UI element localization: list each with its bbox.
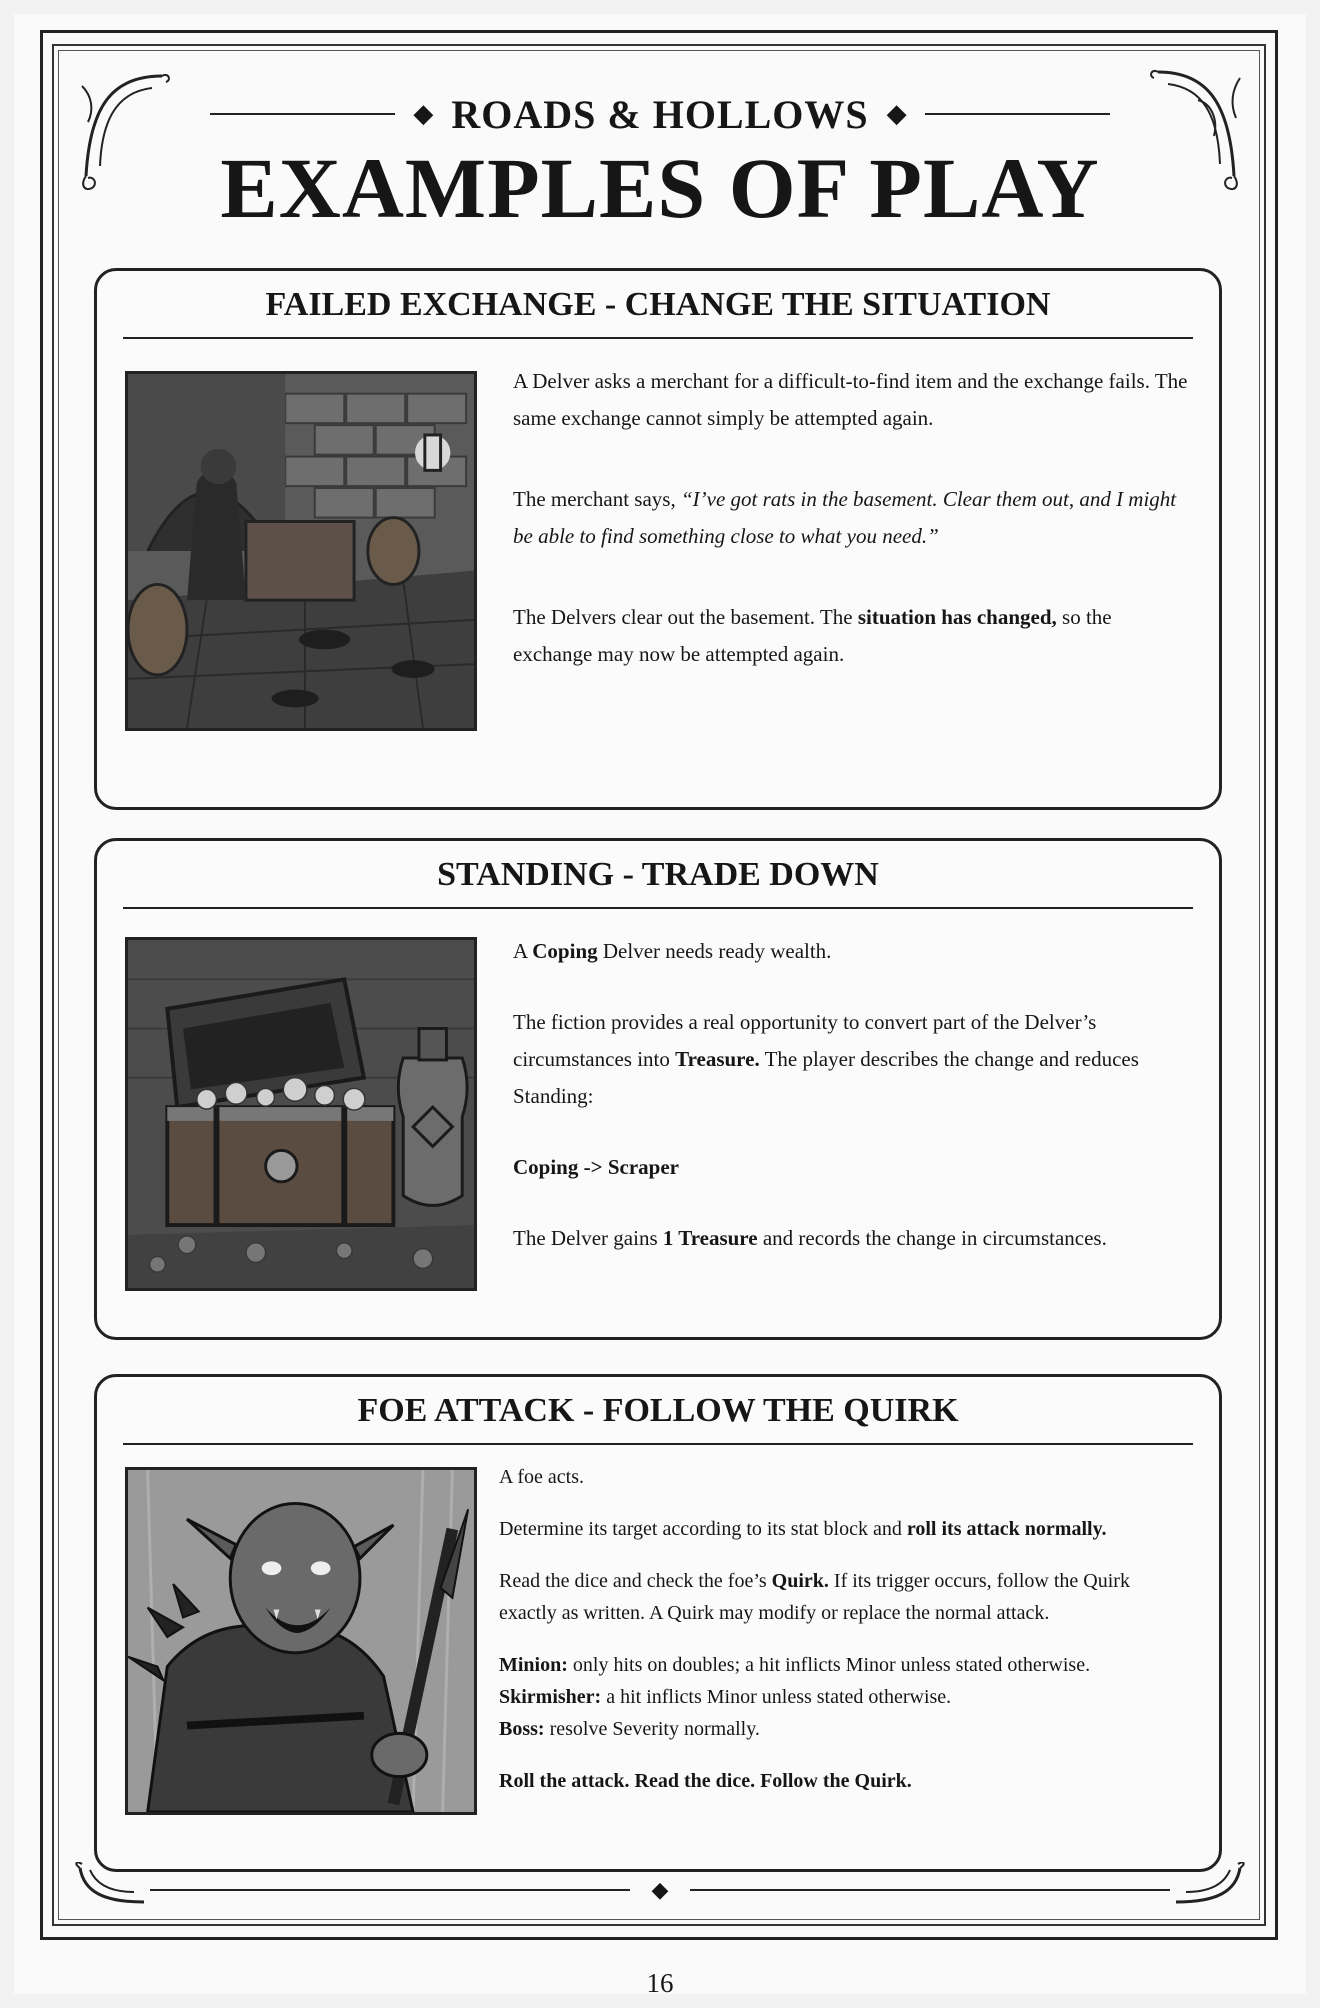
paragraph-merchant-quote xyxy=(513,481,1189,555)
text: A xyxy=(513,939,533,963)
foe-type-minion xyxy=(499,1649,1189,1681)
foe-type-boss xyxy=(499,1713,1189,1745)
emphasis: Roll the attack. Read the dice. Follow the Quirk. xyxy=(499,1770,912,1792)
emphasis: roll its attack normally. xyxy=(906,1518,1107,1540)
header-kicker-row xyxy=(210,86,1110,142)
section-title: STANDING - TRADE DOWN xyxy=(437,856,879,893)
paragraph xyxy=(513,933,1189,970)
section-rule xyxy=(123,1443,1193,1445)
text: and records the change in circumstances. xyxy=(757,1226,1107,1250)
text: The merchant says, xyxy=(513,487,681,511)
text: The Delver gains xyxy=(513,1226,663,1250)
section-foe-attack xyxy=(94,1374,1222,1872)
section-rule xyxy=(123,907,1193,909)
emphasis: Treasure. xyxy=(675,1047,760,1071)
section-standing-trade-down xyxy=(94,838,1222,1340)
merchant-cellar-illustration xyxy=(125,371,477,731)
text: The player describes the change and reduces Standing: xyxy=(513,1047,1139,1108)
text: The fiction provides a real opportunity to convert part of the Delver’s circumstances into xyxy=(513,1010,1097,1071)
emphasis: situation has changed, xyxy=(857,605,1057,629)
text: The Delvers clear out the basement. The xyxy=(513,605,858,629)
emphasis: Coping xyxy=(532,939,598,963)
emphasis: Quirk. xyxy=(771,1570,829,1592)
section-title: FOE ATTACK - FOLLOW THE QUIRK xyxy=(357,1392,959,1429)
paragraph: A Delver asks a merchant for a difficult-to-find item and the exchange fails. The same exchange cannot simply be attempted again. xyxy=(513,369,1188,430)
page-title: EXAMPLES OF PLAY xyxy=(220,140,1100,236)
foe-type-label: Skirmisher: xyxy=(499,1686,602,1708)
section-title: FAILED EXCHANGE - CHANGE THE SITUATION xyxy=(265,286,1051,323)
section-body xyxy=(513,933,1189,1257)
diamond-icon: ◆ xyxy=(651,1877,669,1902)
foe-type-label: Minion: xyxy=(499,1654,568,1676)
section-body xyxy=(513,363,1189,673)
header-rule-left xyxy=(210,113,395,115)
paragraph xyxy=(513,1004,1189,1115)
book-name: ROADS & HOLLOWS xyxy=(451,91,869,137)
paragraph xyxy=(499,1565,1189,1629)
footer-ornament xyxy=(150,1878,1170,1902)
orc-warrior-illustration xyxy=(125,1467,477,1815)
treasure-chest-illustration xyxy=(125,937,477,1291)
text: a hit inflicts Minor unless stated otherwise. xyxy=(601,1686,952,1708)
merchant-quote: “I’ve got rats in the basement. Clear them out, and I might be able to find something close to what you need.” xyxy=(513,487,1177,548)
section-rule xyxy=(123,337,1193,339)
section-body xyxy=(499,1461,1189,1797)
text: Determine its target according to its stat block and xyxy=(499,1518,907,1540)
footer-rule-left xyxy=(150,1889,630,1891)
page-number: 16 xyxy=(646,1968,674,1998)
text: resolve Severity normally. xyxy=(544,1718,760,1740)
diamond-icon: ◆ xyxy=(886,99,907,128)
section-failed-exchange xyxy=(94,268,1222,810)
footer-rule-right xyxy=(690,1889,1170,1891)
paragraph: A foe acts. xyxy=(499,1466,584,1488)
foe-type-skirmisher xyxy=(499,1681,1189,1713)
standing-change: Coping -> Scraper xyxy=(513,1155,679,1179)
text: so the exchange may now be attempted again. xyxy=(513,605,1112,666)
text: Delver needs ready wealth. xyxy=(597,939,832,963)
paragraph xyxy=(499,1513,1189,1545)
paragraph-standing-change xyxy=(513,1149,1189,1186)
diamond-icon: ◆ xyxy=(413,99,434,128)
paragraph xyxy=(513,1220,1189,1257)
foe-type-label: Boss: xyxy=(499,1718,545,1740)
paragraph xyxy=(513,599,1189,673)
text: If its trigger occurs, follow the Quirk exactly as written. A Quirk may modify or replace the normal attack. xyxy=(499,1570,1130,1624)
text: Read the dice and check the foe’s xyxy=(499,1570,772,1592)
text: only hits on doubles; a hit inflicts Minor unless stated otherwise. xyxy=(567,1654,1091,1676)
header-rule-right xyxy=(925,113,1110,115)
closing-line xyxy=(499,1765,1189,1797)
emphasis: 1 Treasure xyxy=(662,1226,758,1250)
